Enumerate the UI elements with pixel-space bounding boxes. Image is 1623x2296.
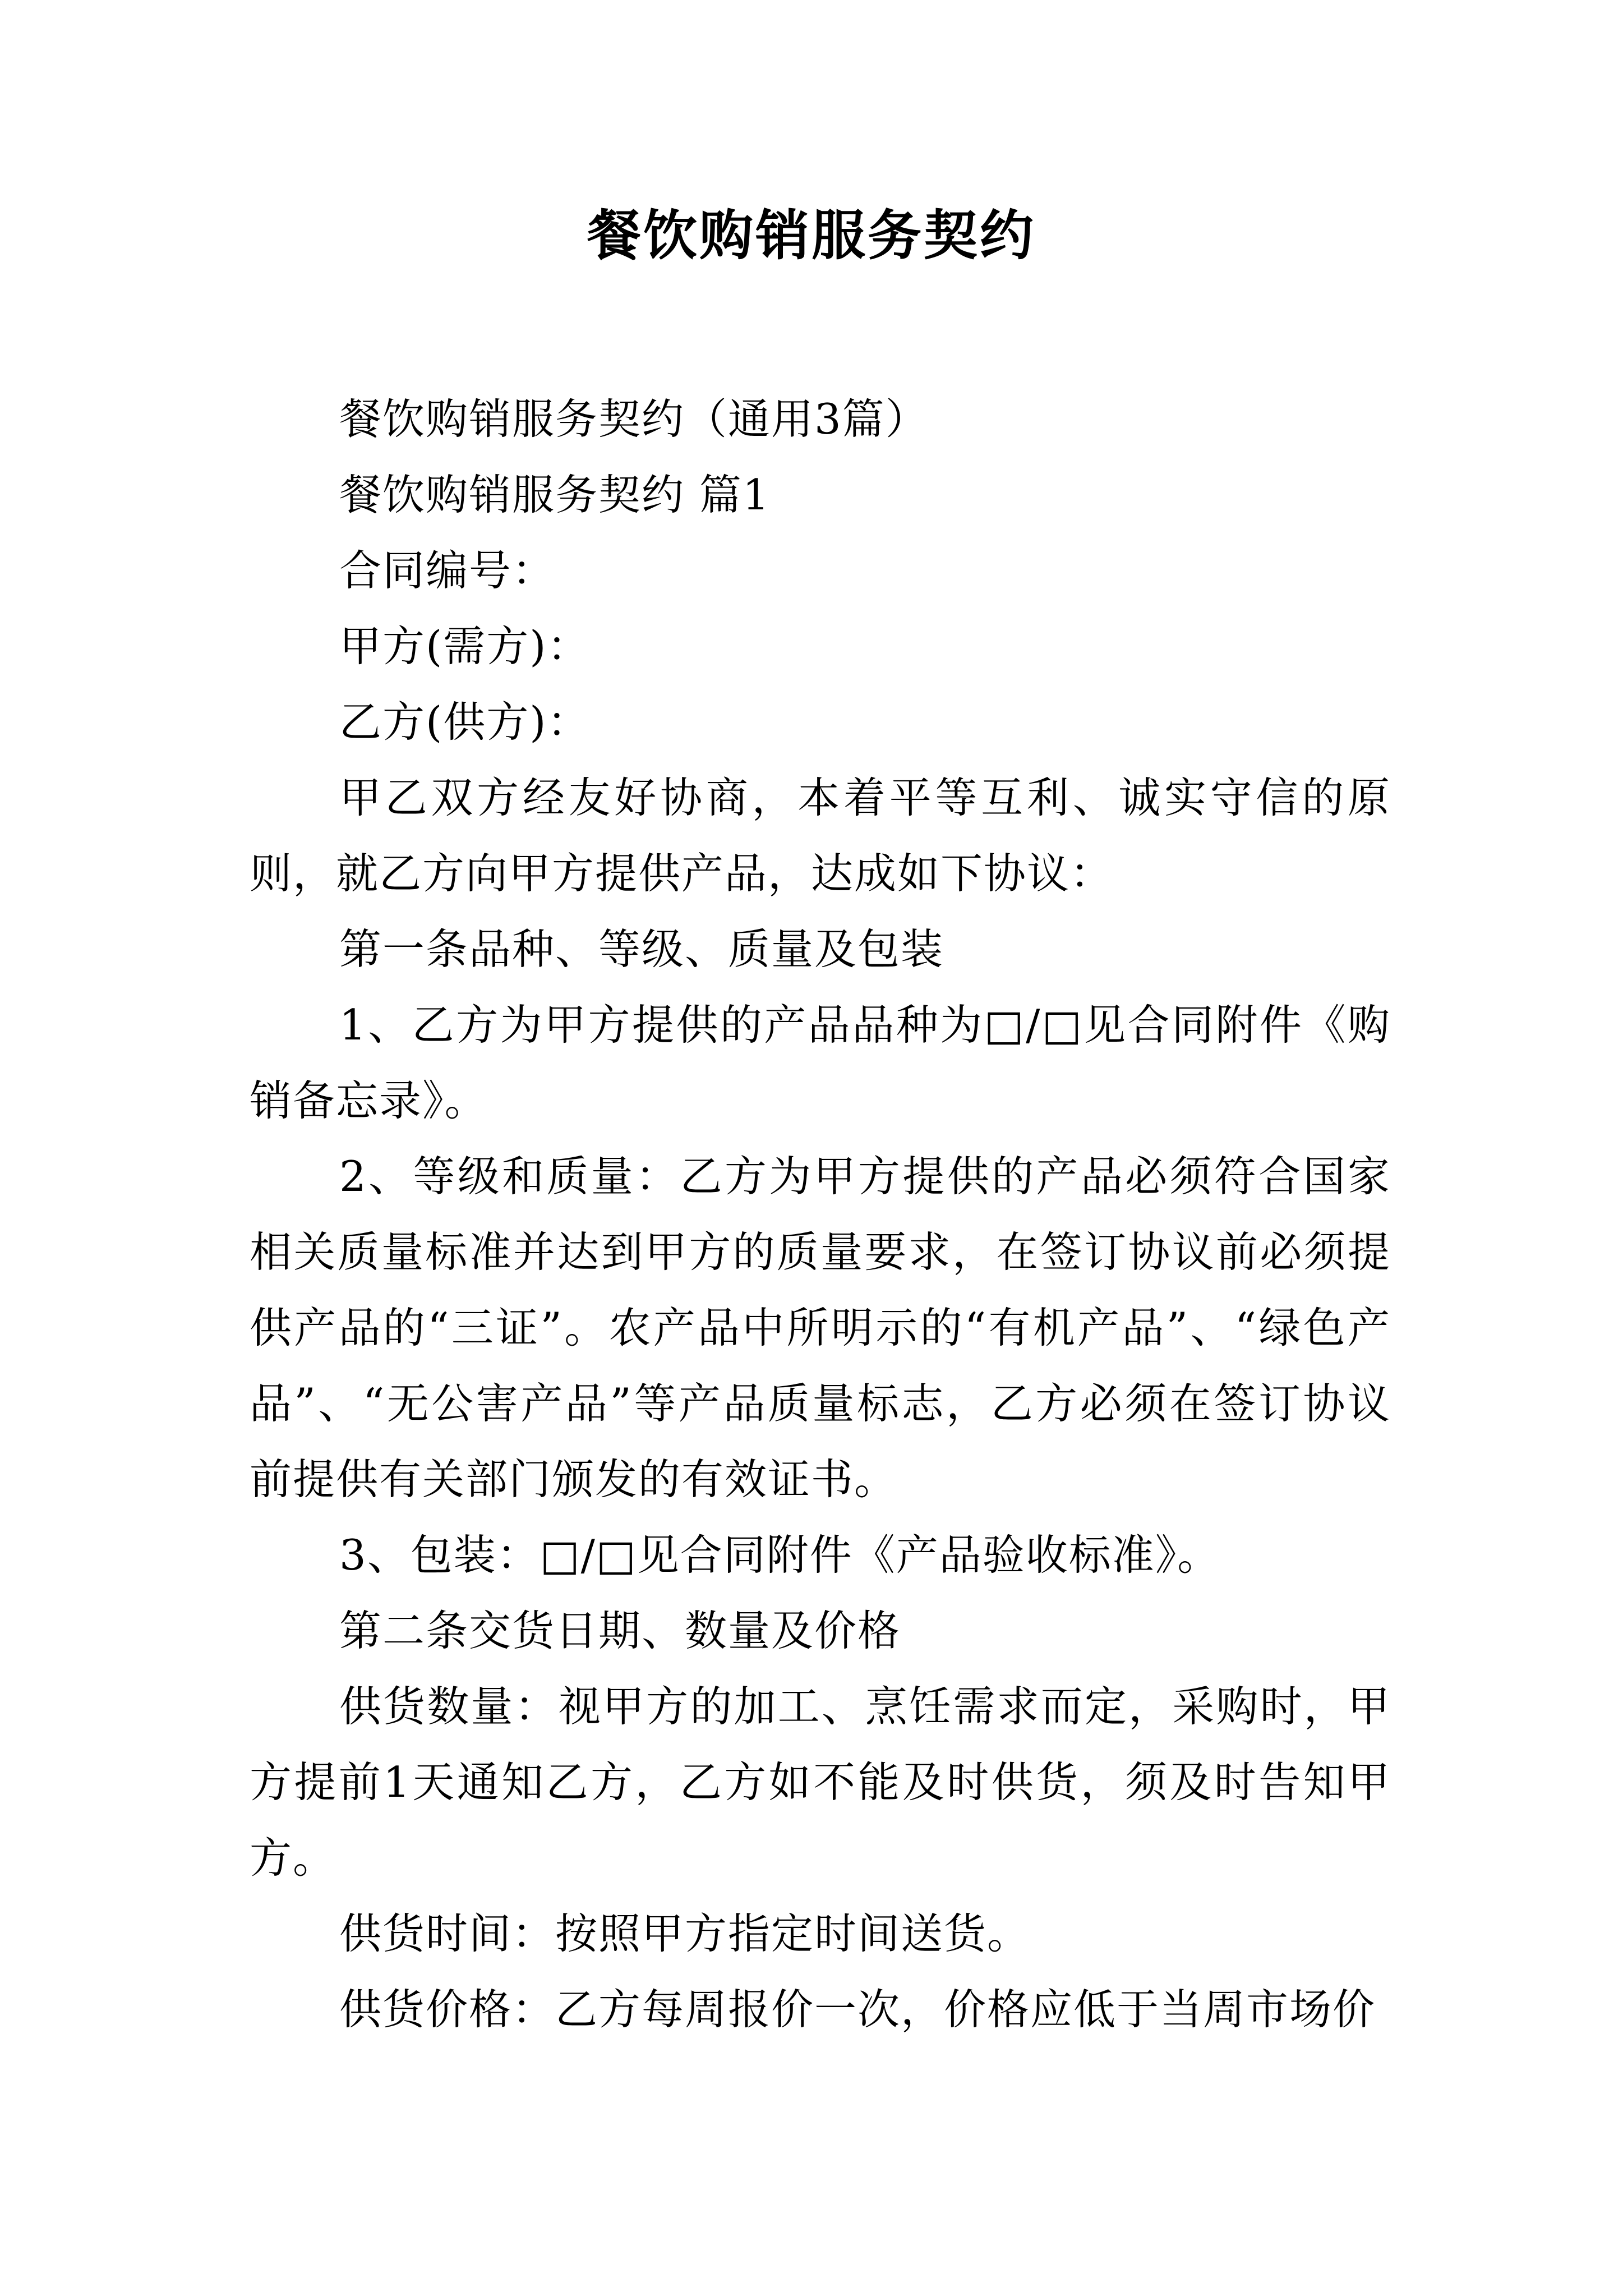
paragraph-supply-quantity: 供货数量：视甲方的加工、烹饪需求而定，采购时，甲方提前1天通知乙方，乙方如不能及时供货，须及时告知甲方。 bbox=[250, 1682, 1391, 1883]
paragraph-clause-1-2: 2、等级和质量：乙方为甲方提供的产品必须符合国家相关质量标准并达到甲方的质量要求，在签订协议前必须提供产品的“三证”。农产品中所明示的“有机产品”、“绿色产品”、“无公害产品”等产品质量标志，乙方必须在签订协议前提供有关部门颁发的有效证书。 bbox=[250, 1152, 1391, 1504]
document-title: 餐饮购销服务契约 bbox=[587, 204, 1036, 267]
paragraph-article-1: 第一条品种、等级、质量及包装 bbox=[339, 924, 944, 974]
paragraph-preamble: 甲乙双方经友好协商，本着平等互利、诚实守信的原则，就乙方向甲方提供产品，达成如下协议： bbox=[250, 773, 1391, 898]
document-body bbox=[250, 381, 1391, 2047]
paragraph-doc-heading: 餐饮购销服务契约（通用3篇） bbox=[339, 394, 929, 444]
paragraph-supply-time: 供货时间：按照甲方指定时间送货。 bbox=[339, 1909, 1031, 1958]
paragraph-party-b: 乙方(供方)： bbox=[339, 697, 591, 747]
paragraph-clause-1-3: 3、包装：□/□见合同附件《产品验收标准》。 bbox=[339, 1530, 1221, 1580]
paragraph-clause-1-1: 1、乙方为甲方提供的产品品种为□/□见合同附件《购销备忘录》。 bbox=[250, 1000, 1391, 1125]
paragraph-party-a: 甲方(需方)： bbox=[339, 622, 591, 671]
paragraph-supply-price: 供货价格：乙方每周报价一次，价格应低于当周市场价 bbox=[339, 1985, 1376, 2034]
paragraph-contract-number: 合同编号： bbox=[339, 546, 556, 595]
paragraph-article-2: 第二条交货日期、数量及价格 bbox=[339, 1606, 901, 1655]
paragraph-section-heading: 餐饮购销服务契约 篇1 bbox=[339, 470, 771, 519]
